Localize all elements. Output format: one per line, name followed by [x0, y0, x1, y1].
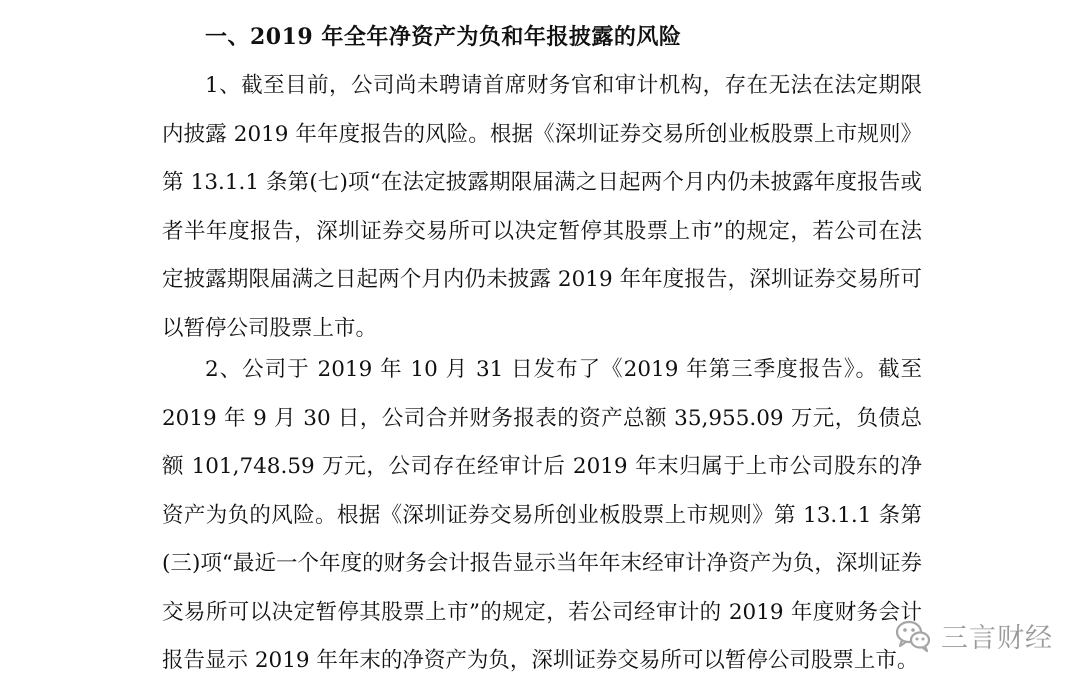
section-heading: 一、2019 年全年净资产为负和年报披露的风险	[205, 24, 682, 50]
watermark	[893, 610, 1053, 660]
paragraph-2: 2、公司于 2019 年 10 月 31 日发布了《2019 年第三季度报告》。截至 2019 年 9 月 30 日，公司合并财务报表的资产总额 35,955.09 万元，负债总额 101,748.59 万元，公司存在经审计后 2019 年末归属于上市公司股东的净资产为负的风险。根据《深圳证券交易所创业板股票上市规则》第 13.1.1 条第(三)项“最近一个年度的财务会计报告显示当年年末经审计净资产为负，深圳证券交易所可以决定暂停其股票上市”的规定，若公司经审计的 2019 年度财务会计报告显示 2019 年年末的净资产为负，深圳证券交易所可以暂停公司股票上市。	[162, 357, 922, 673]
wechat-icon	[893, 615, 933, 655]
paragraph-1: 1、截至目前，公司尚未聘请首席财务官和审计机构，存在无法在法定期限内披露 2019 年年度报告的风险。根据《深圳证券交易所创业板股票上市规则》第 13.1.1 条第(七)项“在法定披露期限届满之日起两个月内仍未披露年度报告或者半年度报告，深圳证券交易所可以决定暂停其股票上市”的规定，若公司在法定披露期限届满之日起两个月内仍未披露 2019 年年度报告，深圳证券交易所可以暂停公司股票上市。	[162, 73, 922, 341]
watermark-text: 三言财经	[941, 622, 1053, 654]
